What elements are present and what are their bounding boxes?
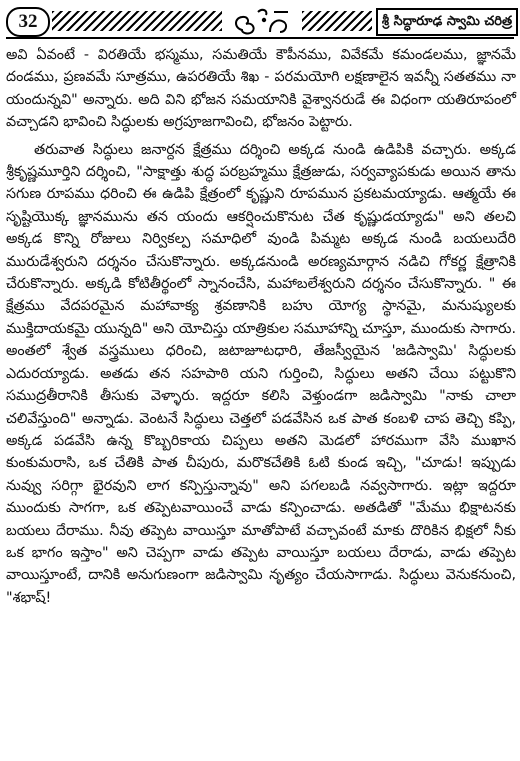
om-logo-icon — [228, 6, 296, 36]
page-header — [0, 6, 520, 36]
paragraph-1: అవి ఏవంటే - విరతియే భస్మము, సమతియే కౌపీనము, వివేకమే కమండలము, జ్ఞానమే దండము, ప్రణవమే సూత్రము, ఉపరతియే శిఖ - పరమయోగి లక్షణాలైన ఇవన్నీ సతతము నా యందున్నవి" అన్నారు. అది విని భోజన సమయానికి వైశ్వానరుడే ఈ విధంగా యతిరూపంలో వచ్చాడని భావించి సిద్ధులకు అగ్రపూజగావించి, భోజనం పెట్టారు. — [6, 47, 516, 131]
decorative-hatch-right — [302, 11, 372, 31]
decorative-hatch-left — [52, 11, 222, 31]
paragraph-2: తరువాత సిద్ధులు జనార్దన క్షేత్రము దర్శించి అక్కడ నుండి ఉడిపికి వచ్చారు. అక్కడ శ్రీకృష్ణమూర్తిని దర్శించి, "సాక్షాత్తు శుద్ధ పరబ్రహ్మము క్షేత్రజుడు, సర్వవ్యాపకుడు అయిన తాను సగుణ రూపము ధరించి ఈ ఉడిపి క్షేత్రంలో కృష్ణుని రూపమున ప్రకటమయ్యాడు. ఆత్మయే ఈ సృష్టియొక్క జ్ఞానమును తన యందు ఆకర్షించుకొనుట చేత కృష్ణుడయ్యాడు" అని తలచి అక్కడ కొన్ని రోజులు నిర్వికల్ప సమాధిలో వుండి పిమ్మట అక్కడ నుండి బయలుదేరి మురుడేశ్వరుని దర్శనం చేసుకొన్నారు. అక్కడనుండి అరణ్యమార్గాన నడిచి గోకర్ణ క్షేత్రానికి చేరుకొన్నారు. అక్కడి కోటితీర్థంలో స్నానంచేసి, మహాబలేశ్వరుని దర్శనం చేసుకొన్నారు. " ఈ క్షేత్రము వేదపరమైన మహావాక్య శ్రవణానికి బహు యోగ్య స్థానమై, మనుష్యులకు ముక్తిదాయకమై యున్నది" అని యోచిస్తు యాత్రికుల సమూహాన్ని చూస్తూ, ముందుకు సాగారు. అంతలో శ్వేత వస్త్రములు ధరించి, జటాజూటధారి, తేజస్వీయైన 'జడిస్వామి' సిద్ధులకు ఎదురయ్యాడు. అతడు తన సహపాఠి యని గుర్తించి, సిద్ధులు అతని చేయి పట్టుకొని సముద్రతీరానికి తీసుకు వెళ్ళారు. ఇద్దరూ కలిసి వెళ్తుండగా జడిస్వామి "నాకు చాలా చలివేస్తుంది" అన్నాడు. వెంటనే సిద్ధులు చెత్తలో పడవేసిన ఒక పాత కంబళి చాప తెచ్చి కప్పి, అక్కడ పడవేసి ఉన్న కొబ్బరికాయ చిప్పలు అతని మెడలో హారముగా వేసి ముఖాన కుంకుమరాసి, ఒక చేతికి పాత చీపురు, మరొకచేతికి ఓటి కుండ ఇచ్చి, "చూడు! ఇప్పుడు నువ్వు సరిగ్గా భైరవుని లాగ కన్పిస్తున్నావు" అని పగలబడి నవ్వసాగారు. ఇట్లా ఇద్దరూ ముందుకు సాగగా, ఒక తప్పెటవాయించే వాడు కన్పించాడు. అతడితో "మేము భిక్షాటనకు బయలు దేరాము. నీవు తప్పెట వాయిస్తూ మాతోపాటే వచ్చావంటే మాకు దొరికిన భిక్షలో నీకు ఒక భాగం ఇస్తాం" అని చెప్పగా వాడు తప్పెట వాయిస్తూ బయలు దేరాడు, వాడు తప్పెట వాయిస్తూంటే, దానికి అనుగుణంగా జడిస్వామి నృత్యం చేయసాగాడు. సిద్ధులు వెనుకనుంచి, "శభాష్! — [6, 141, 516, 606]
page-number: 32 — [6, 7, 50, 37]
page-body — [6, 44, 516, 609]
header-rule — [6, 37, 514, 39]
book-title: శ్రీ సిద్ధారూఢ స్వామి చరిత్ర — [376, 8, 518, 36]
